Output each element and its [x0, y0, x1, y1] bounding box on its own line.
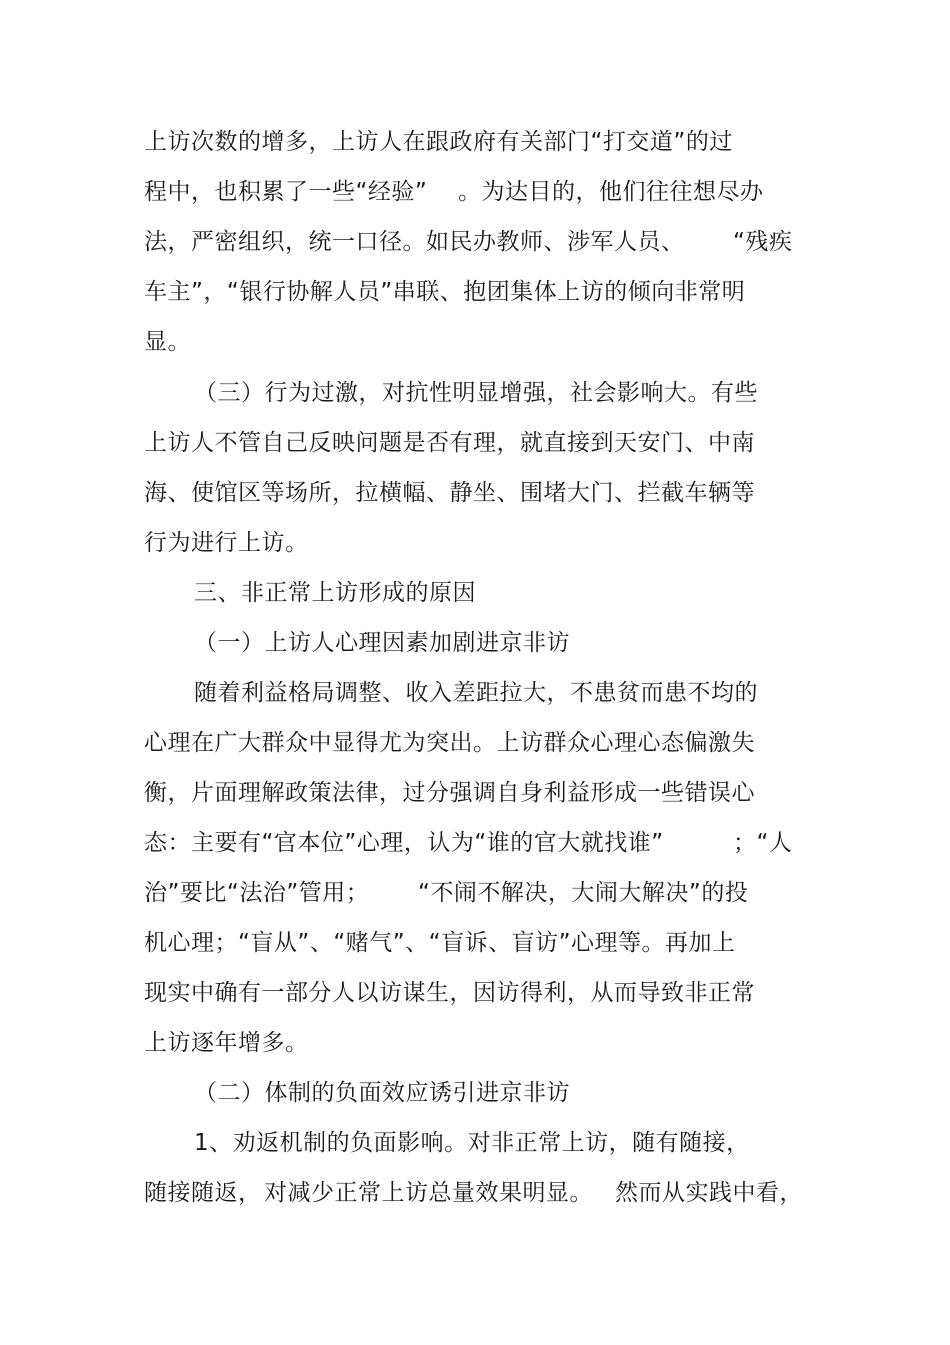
text-line: 显。 — [144, 329, 191, 355]
text-line: 随着利益格局调整、收入差距拉大，不患贫而患不均的 — [194, 680, 758, 706]
text-line: 机心理；“盲从”、“赌气”、“盲诉、盲访”心理等。再加上 — [144, 930, 736, 956]
section-heading: 三、非正常上访形成的原因 — [194, 580, 476, 606]
text-line: 现实中确有一部分人以访谋生，因访得利，从而导致非正常 — [144, 980, 755, 1006]
text-line: 随接随返， — [144, 1180, 262, 1206]
text-line: 海、使馆区等场所，拉横幅、静坐、围堵大门、拦截车辆等 — [144, 480, 755, 506]
text-line: 态：主要有“官本位”心理，认为“谁的官大就找谁” — [144, 830, 664, 856]
text-line: 程中，也积累了一些“经验” — [144, 179, 428, 205]
subsection-heading: （二）体制的负面效应诱引进京非访 — [194, 1080, 570, 1106]
text-line: “不闹不解决，大闹大解决”的投 — [418, 880, 749, 906]
text-line: 上访次数的增多，上访人在跟政府有关部门“打交道”的过 — [144, 129, 733, 155]
text-line: 车主”，“银行协解人员”串联、抱团集体上访的倾向非常明 — [144, 279, 746, 305]
text-line: 。为达目的，他们往往想尽办 — [458, 179, 764, 205]
text-line: 衡，片面理解政策法律，过分强调自身利益形成一些错误心 — [144, 780, 755, 806]
text-line: 治”要比“法治”管用； — [144, 880, 370, 906]
text-line: 心理在广大群众中显得尤为突出。上访群众心理心态偏激失 — [144, 730, 755, 756]
text-line: 对减少正常上访总量效果明显。 — [264, 1180, 593, 1206]
text-line: 上访人不管自己反映问题是否有理，就直接到天安门、中南 — [144, 430, 755, 456]
section-heading: （三）行为过激，对抗性明显增强，社会影响大。有些 — [194, 380, 758, 406]
text-line: “残疾 — [733, 229, 793, 255]
text-line: 上访逐年增多。 — [144, 1030, 309, 1056]
text-line: 然而从实践中看， — [615, 1180, 803, 1206]
text-line: 1、劝返机制的负面影响。对非正常上访，随有随接， — [194, 1130, 750, 1156]
text-line: ；“人 — [733, 830, 793, 856]
text-line: 法，严密组织，统一口径。如民办教师、涉军人员、 — [144, 229, 685, 255]
subsection-heading: （一）上访人心理因素加剧进京非访 — [194, 630, 570, 656]
text-line: 行为进行上访。 — [144, 530, 309, 556]
